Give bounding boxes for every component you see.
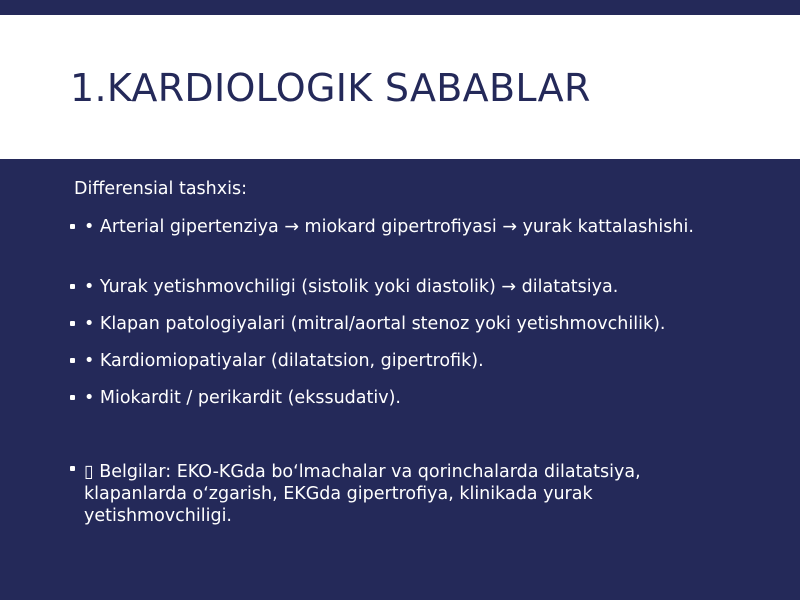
- list-item: • Yurak yetishmovchiligi (sistolik yoki diastolik) → dilatatsiya.: [84, 277, 619, 297]
- slide-title: 1.KARDIOLOGIK SABABLAR: [70, 66, 591, 110]
- intro-text: Differensial tashxis:: [74, 179, 247, 199]
- bullet-marker: [70, 284, 75, 289]
- list-item: • Klapan patologiyalari (mitral/aortal stenoz yoki yetishmovchilik).: [84, 314, 666, 334]
- list-item: • Kardiomiopatiyalar (dilatatsion, gipertrofik).: [84, 351, 484, 371]
- bullet-marker: [70, 224, 75, 229]
- bullet-marker: [70, 321, 75, 326]
- bullet-marker: [70, 358, 75, 363]
- list-item: • Arterial gipertenziya → miokard gipertrofiyasi → yurak kattalashishi.: [84, 217, 694, 237]
- list-item: ▯ Belgilar: EKO-KGda boʻlmachalar va qorinchalarda dilatatsiya, klapanlarda oʻzgarish, EKGda gipertrofiya, klinikada yurak yetishmovchiligi.: [84, 462, 641, 526]
- list-item: • Miokardit / perikardit (ekssudativ).: [84, 388, 401, 408]
- bullet-marker: [70, 466, 75, 471]
- bullet-marker: [70, 395, 75, 400]
